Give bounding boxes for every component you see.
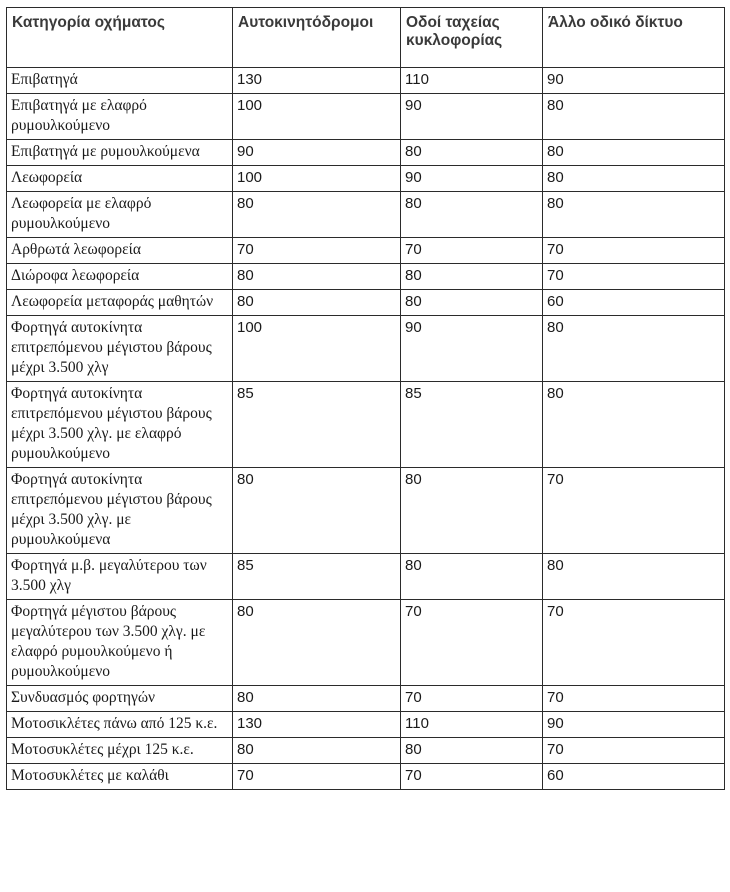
- other-roads-limit-cell: 80: [543, 316, 725, 382]
- expressways-limit-cell: 90: [401, 94, 543, 140]
- other-roads-limit-cell: 70: [543, 738, 725, 764]
- vehicle-category-cell: Επιβατηγά με ελαφρό ρυμουλκούμενο: [7, 94, 233, 140]
- motorways-limit-cell: 100: [233, 166, 401, 192]
- header-expressways: Οδοί ταχείας κυκλοφορίας: [401, 8, 543, 68]
- vehicle-category-cell: Λεωφορεία: [7, 166, 233, 192]
- other-roads-limit-cell: 70: [543, 600, 725, 686]
- table-row: [7, 68, 725, 94]
- expressways-limit-cell: 110: [401, 712, 543, 738]
- header-other-road-network: Άλλο οδικό δίκτυο: [543, 8, 725, 68]
- vehicle-category-cell: Μοτοσυκλέτες με καλάθι: [7, 764, 233, 790]
- vehicle-category-cell: Λεωφορεία μεταφοράς μαθητών: [7, 290, 233, 316]
- vehicle-category-cell: Φορτηγά αυτοκίνητα επιτρεπόμενου μέγιστου βάρους μέχρι 3.500 χλγ. με ελαφρό ρυμουλκούμενο: [7, 382, 233, 468]
- vehicle-category-cell: Φορτηγά μέγιστου βάρους μεγαλύτερου των 3.500 χλγ. με ελαφρό ρυμουλκούμενο ή ρυμουλκούμενο: [7, 600, 233, 686]
- motorways-limit-cell: 80: [233, 264, 401, 290]
- table-row: [7, 264, 725, 290]
- expressways-limit-cell: 90: [401, 166, 543, 192]
- expressways-limit-cell: 80: [401, 264, 543, 290]
- motorways-limit-cell: 100: [233, 316, 401, 382]
- motorways-limit-cell: 80: [233, 600, 401, 686]
- motorways-limit-cell: 80: [233, 686, 401, 712]
- header-vehicle-category: Κατηγορία οχήματος: [7, 8, 233, 68]
- other-roads-limit-cell: 90: [543, 712, 725, 738]
- vehicle-category-cell: Επιβατηγά με ρυμουλκούμενα: [7, 140, 233, 166]
- expressways-limit-cell: 110: [401, 68, 543, 94]
- vehicle-category-cell: Διώροφα λεωφορεία: [7, 264, 233, 290]
- table-row: [7, 140, 725, 166]
- motorways-limit-cell: 80: [233, 468, 401, 554]
- speed-limits-table: [6, 7, 725, 790]
- other-roads-limit-cell: 80: [543, 140, 725, 166]
- vehicle-category-cell: Μοτοσυκλέτες μέχρι 125 κ.ε.: [7, 738, 233, 764]
- other-roads-limit-cell: 80: [543, 382, 725, 468]
- other-roads-limit-cell: 80: [543, 192, 725, 238]
- table-row: [7, 712, 725, 738]
- other-roads-limit-cell: 80: [543, 166, 725, 192]
- vehicle-category-cell: Λεωφορεία με ελαφρό ρυμουλκούμενο: [7, 192, 233, 238]
- motorways-limit-cell: 70: [233, 764, 401, 790]
- expressways-limit-cell: 80: [401, 738, 543, 764]
- other-roads-limit-cell: 70: [543, 238, 725, 264]
- table-row: [7, 468, 725, 554]
- table-row: [7, 686, 725, 712]
- motorways-limit-cell: 130: [233, 68, 401, 94]
- motorways-limit-cell: 85: [233, 554, 401, 600]
- other-roads-limit-cell: 60: [543, 290, 725, 316]
- vehicle-category-cell: Αρθρωτά λεωφορεία: [7, 238, 233, 264]
- table-row: [7, 192, 725, 238]
- expressways-limit-cell: 80: [401, 468, 543, 554]
- motorways-limit-cell: 85: [233, 382, 401, 468]
- motorways-limit-cell: 70: [233, 238, 401, 264]
- other-roads-limit-cell: 70: [543, 468, 725, 554]
- expressways-limit-cell: 70: [401, 764, 543, 790]
- other-roads-limit-cell: 70: [543, 264, 725, 290]
- expressways-limit-cell: 80: [401, 554, 543, 600]
- vehicle-category-cell: Φορτηγά αυτοκίνητα επιτρεπόμενου μέγιστου βάρους μέχρι 3.500 χλγ. με ρυμουλκούμενα: [7, 468, 233, 554]
- vehicle-category-cell: Μοτοσικλέτες πάνω από 125 κ.ε.: [7, 712, 233, 738]
- expressways-limit-cell: 80: [401, 140, 543, 166]
- table-row: [7, 738, 725, 764]
- expressways-limit-cell: 70: [401, 686, 543, 712]
- table-row: [7, 238, 725, 264]
- table-row: [7, 316, 725, 382]
- expressways-limit-cell: 70: [401, 600, 543, 686]
- expressways-limit-cell: 80: [401, 192, 543, 238]
- motorways-limit-cell: 90: [233, 140, 401, 166]
- motorways-limit-cell: 80: [233, 738, 401, 764]
- header-motorways: Αυτοκινητόδρομοι: [233, 8, 401, 68]
- table-row: [7, 554, 725, 600]
- table-row: [7, 94, 725, 140]
- vehicle-category-cell: Φορτηγά αυτοκίνητα επιτρεπόμενου μέγιστου βάρους μέχρι 3.500 χλγ: [7, 316, 233, 382]
- expressways-limit-cell: 85: [401, 382, 543, 468]
- motorways-limit-cell: 80: [233, 290, 401, 316]
- speed-limits-sheet: [6, 7, 724, 790]
- table-header: [7, 8, 725, 68]
- other-roads-limit-cell: 90: [543, 68, 725, 94]
- table-row: [7, 600, 725, 686]
- table-body: [7, 68, 725, 790]
- table-row: [7, 290, 725, 316]
- other-roads-limit-cell: 60: [543, 764, 725, 790]
- motorways-limit-cell: 130: [233, 712, 401, 738]
- table-row: [7, 166, 725, 192]
- motorways-limit-cell: 80: [233, 192, 401, 238]
- header-row: [7, 8, 725, 68]
- motorways-limit-cell: 100: [233, 94, 401, 140]
- vehicle-category-cell: Φορτηγά μ.β. μεγαλύτερου των 3.500 χλγ: [7, 554, 233, 600]
- vehicle-category-cell: Επιβατηγά: [7, 68, 233, 94]
- table-row: [7, 382, 725, 468]
- other-roads-limit-cell: 80: [543, 94, 725, 140]
- other-roads-limit-cell: 80: [543, 554, 725, 600]
- expressways-limit-cell: 90: [401, 316, 543, 382]
- expressways-limit-cell: 80: [401, 290, 543, 316]
- vehicle-category-cell: Συνδυασμός φορτηγών: [7, 686, 233, 712]
- other-roads-limit-cell: 70: [543, 686, 725, 712]
- expressways-limit-cell: 70: [401, 238, 543, 264]
- table-row: [7, 764, 725, 790]
